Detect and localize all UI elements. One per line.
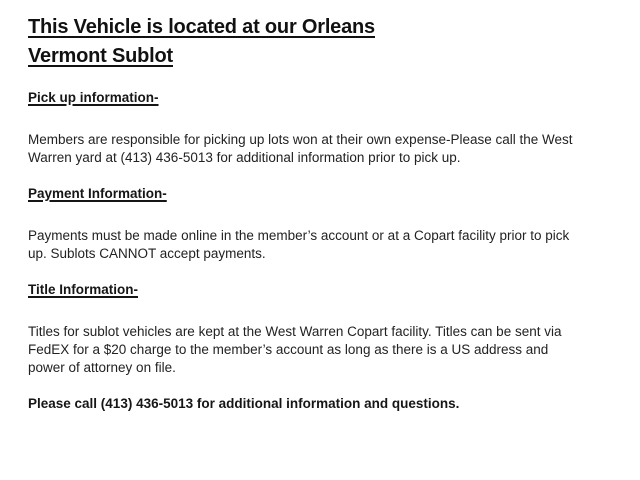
- section-pickup-information: [28, 89, 612, 167]
- section-payment-information: [28, 185, 612, 263]
- document-title-line-2: Vermont Sublot: [28, 45, 173, 67]
- title-information-body: Titles for sublot vehicles are kept at the West Warren Copart facility. Titles can be sent via FedEX for a $20 charge to the member’s account as long as there is a US address and power of attorney on file.: [28, 324, 562, 375]
- document-title-line-1: This Vehicle is located at our Orleans: [28, 16, 375, 38]
- payment-information-heading: Payment Information-: [28, 186, 167, 201]
- section-title-information: [28, 281, 612, 377]
- pickup-information-body: Members are responsible for picking up lots won at their own expense-Please call the West Warren yard at (413) 436-5013 for additional information prior to pick up.: [28, 132, 573, 165]
- document-title: [28, 13, 612, 71]
- pickup-information-heading: Pick up information-: [28, 90, 159, 105]
- payment-information-body: Payments must be made online in the member’s account or at a Copart facility prior to pick up. Sublots CANNOT accept payments.: [28, 228, 570, 261]
- title-information-heading: Title Information-: [28, 282, 138, 297]
- contact-footer: Please call (413) 436-5013 for additional information and questions.: [28, 396, 460, 411]
